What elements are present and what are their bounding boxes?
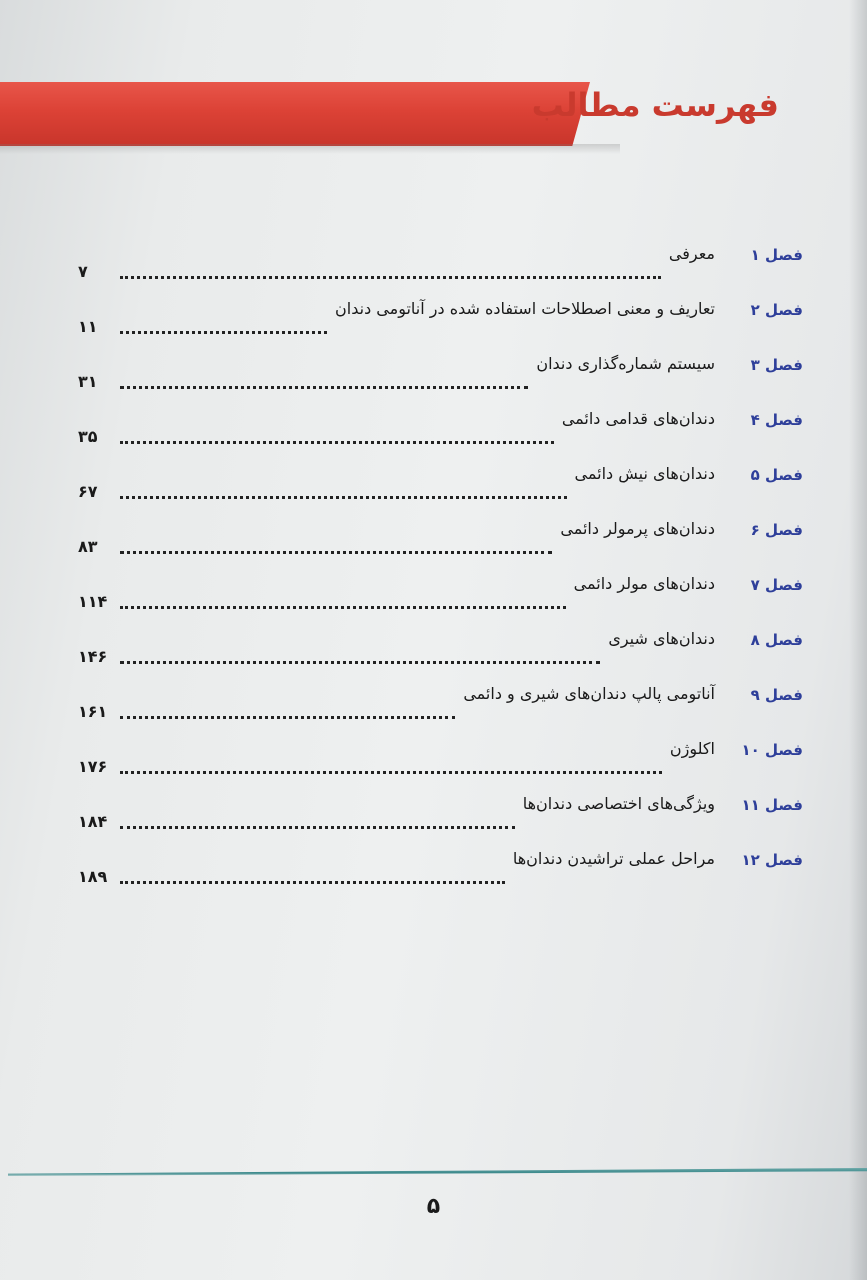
- toc-entry: [116, 739, 715, 758]
- toc-chapter-label: فصل ۲: [750, 301, 803, 319]
- toc-chapter-label: فصل ۹: [750, 686, 803, 704]
- toc-entry: [116, 574, 715, 593]
- toc-page-number: ۶۷: [78, 482, 98, 501]
- toc-chapter-label: فصل ۱: [750, 246, 803, 264]
- toc-entry-title: معرفی: [668, 244, 715, 263]
- toc-row: [78, 788, 803, 843]
- toc-entry-title: دندان‌های مولر دائمی: [573, 574, 715, 593]
- toc-row: [78, 513, 803, 568]
- header-banner-shadow: [0, 144, 620, 154]
- toc-chapter-label: فصل ۶: [750, 521, 803, 539]
- toc-page-number: ۳۵: [78, 427, 98, 446]
- toc-page-number: ۱۶۱: [78, 702, 108, 721]
- toc-entry-title: دندان‌های شیری: [608, 629, 715, 648]
- toc-entry-title: مراحل عملی تراشیدن دندان‌ها: [512, 849, 715, 868]
- toc-leader-dots: [120, 496, 567, 499]
- toc-leader-dots: [120, 331, 327, 334]
- toc-chapter-label: فصل ۳: [750, 356, 803, 374]
- toc-row: [78, 458, 803, 513]
- toc-row: [78, 843, 803, 898]
- toc-chapter-label: فصل ۵: [750, 466, 803, 484]
- toc-entry-title: دندان‌های پرمولر دائمی: [560, 519, 715, 538]
- toc-chapter-label: فصل ۸: [750, 631, 803, 649]
- toc-page-number: ۱۷۶: [78, 757, 108, 776]
- toc-leader-dots: [120, 826, 515, 829]
- toc-entry-title: دندان‌های نیش دائمی: [574, 464, 715, 483]
- toc-row: [78, 238, 803, 293]
- toc-row: [78, 348, 803, 403]
- toc-row: [78, 403, 803, 458]
- page-title: فهرست مطالب: [531, 86, 779, 124]
- toc-entry: [116, 299, 715, 318]
- toc-page-number: ۱۱۴: [78, 592, 108, 611]
- toc-page-number: ۱۴۶: [78, 647, 108, 666]
- toc-page-number: ۷: [78, 262, 88, 281]
- toc-leader-dots: [120, 441, 554, 444]
- toc-row: [78, 733, 803, 788]
- toc-leader-dots: [120, 551, 552, 554]
- toc-entry-title: تعاریف و معنی اصطلاحات استفاده شده در آناتومی دندان: [335, 299, 715, 318]
- toc-page-number: ۸۳: [78, 537, 98, 556]
- toc-entry-title: اکلوژن: [669, 739, 715, 758]
- toc-leader-dots: [120, 661, 600, 664]
- toc-chapter-label: فصل ۱۲: [741, 851, 803, 869]
- toc-row: [78, 623, 803, 678]
- toc-chapter-label: فصل ۱۰: [741, 741, 803, 759]
- toc-leader-dots: [120, 386, 528, 389]
- toc-entry: [116, 464, 715, 483]
- toc-leader-dots: [120, 716, 455, 719]
- toc-chapter-label: فصل ۴: [750, 411, 803, 429]
- toc-chapter-label: فصل ۷: [750, 576, 803, 594]
- toc-row: [78, 678, 803, 733]
- toc-entry: [116, 409, 715, 428]
- toc-leader-dots: [120, 771, 662, 774]
- toc-entry: [116, 684, 715, 703]
- toc-page-number: ۳۱: [78, 372, 98, 391]
- toc-leader-dots: [120, 276, 661, 279]
- toc-entry: [116, 244, 715, 263]
- toc-page-number: ۱۱: [78, 317, 98, 336]
- toc-entry: [116, 354, 715, 373]
- toc-leader-dots: [120, 881, 505, 884]
- toc-page-number: ۱۸۹: [78, 867, 108, 886]
- page-number: ۵: [426, 1194, 441, 1219]
- toc-row: [78, 293, 803, 348]
- toc-entry-title: سیستم شماره‌گذاری دندان: [536, 354, 715, 373]
- toc-entry-title: آناتومی پالپ دندان‌های شیری و دائمی: [463, 684, 715, 703]
- toc-entry-title: دندان‌های قدامی دائمی: [561, 409, 715, 428]
- table-of-contents: [78, 238, 803, 898]
- toc-entry: [116, 629, 715, 648]
- toc-entry-title: ویژگی‌های اختصاصی دندان‌ها: [522, 794, 715, 813]
- toc-entry: [116, 519, 715, 538]
- toc-leader-dots: [120, 606, 566, 609]
- toc-chapter-label: فصل ۱۱: [741, 796, 803, 814]
- toc-entry: [116, 849, 715, 868]
- footer-divider: [8, 1168, 867, 1176]
- page-edge-shadow: [849, 0, 867, 1280]
- toc-page-number: ۱۸۴: [78, 812, 108, 831]
- toc-row: [78, 568, 803, 623]
- header-banner: [0, 82, 590, 146]
- toc-entry: [116, 794, 715, 813]
